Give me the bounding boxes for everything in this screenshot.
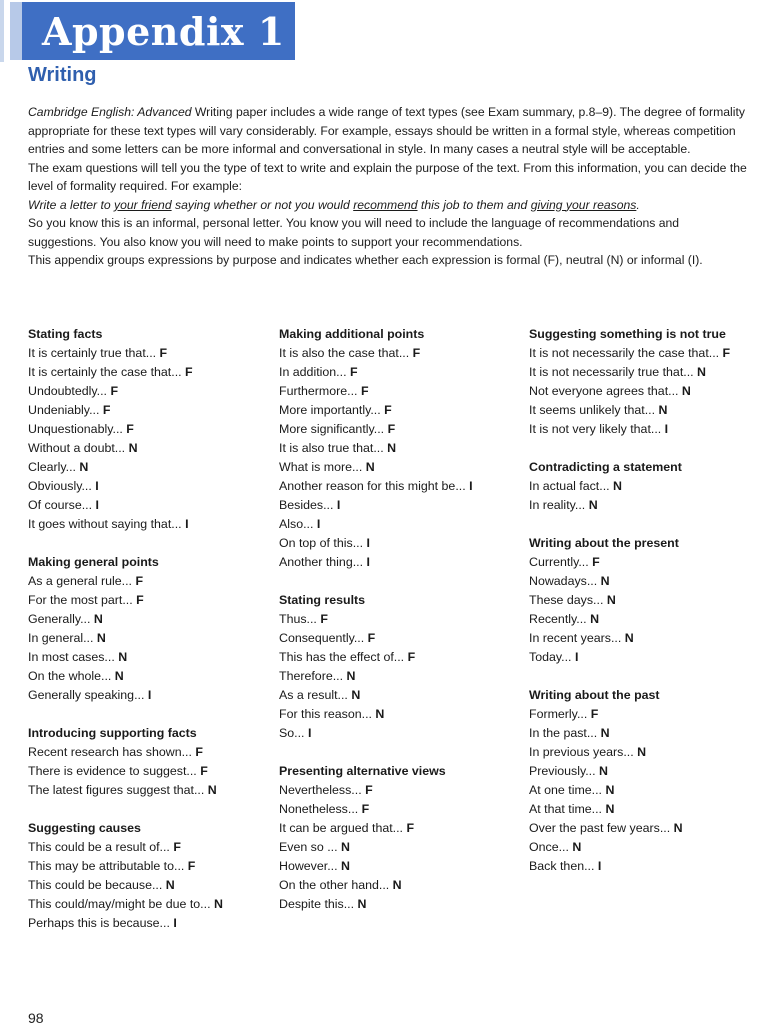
group-title: Making additional points [279,327,425,341]
group-title: Introducing supporting facts [28,726,197,740]
formality-tag: F [136,593,144,607]
formality-tag: N [658,403,668,417]
intro-paragraph-5: This appendix groups expressions by purpose and indicates whether each expression is formal (F), neutral (N) or informal (I). [28,253,703,267]
expression-item [279,458,519,477]
expression-item [279,648,519,667]
expression-text: Even so ... [279,840,338,854]
formality-tag: F [110,384,119,398]
expression-item [279,382,519,401]
formality-tag: N [351,688,361,702]
expression-text: It is not necessarily true that... [529,365,694,379]
column-2 [279,325,519,933]
appendix-header-band [10,2,295,60]
formality-tag: F [365,783,373,797]
expression-group [529,686,767,876]
expression-item [279,401,519,420]
formality-tag: N [375,707,385,721]
expression-item [28,439,268,458]
expression-item [279,667,519,686]
expression-text: What is more... [279,460,363,474]
formality-tag: N [572,840,582,854]
formality-tag: N [613,479,622,493]
expression-text: In reality... [529,498,586,512]
expression-text: Nowadays... [529,574,598,588]
expression-item [279,420,519,439]
expression-text: On the whole... [28,669,112,683]
expression-text: For this reason... [279,707,372,721]
group-title: Writing about the past [529,688,660,702]
expression-text: Furthermore... [279,384,358,398]
expression-text: So... [279,726,305,740]
formality-tag: N [213,897,223,911]
expression-item [529,363,767,382]
expression-text: Another thing... [279,555,364,569]
expression-item [279,553,519,572]
expression-text: It is not very likely that... [529,422,662,436]
expression-text: In addition... [279,365,347,379]
formality-tag: I [469,479,473,493]
intro-paragraph-1-text: Writing paper includes a wide range of text types (see Exam summary, p.8–9). The degree of formality appropriate for these text types will vary considerably. For example, essays should be written in a formal style, whereas competition entries and some letters can be more informal and conversational in style. In many cases a neutral style will be acceptable. [28,105,745,156]
expression-item [529,382,767,401]
expression-item [28,876,268,895]
formality-tag: F [173,840,181,854]
column-3 [529,325,767,895]
expression-text: There is evidence to suggest... [28,764,197,778]
expression-item [28,401,268,420]
expression-group [529,458,767,515]
example-question [28,196,748,215]
expression-text: This could be a result of... [28,840,170,854]
group-title: Contradicting a statement [529,460,682,474]
formality-tag: F [387,422,396,436]
expression-item [28,629,268,648]
formality-tag: N [93,612,103,626]
expression-group [529,534,767,667]
expression-item [28,648,268,667]
expression-text: Recently... [529,612,587,626]
expression-text: Nevertheless... [279,783,362,797]
expression-text: It is also true that... [279,441,384,455]
formality-tag: N [588,498,598,512]
expression-item [279,496,519,515]
formality-tag: I [147,688,152,702]
expression-group [529,325,767,439]
formality-tag: N [341,840,350,854]
expression-text: Recent research has shown... [28,745,192,759]
formality-tag: N [357,897,367,911]
expression-item [28,895,268,914]
expression-text: Obviously... [28,479,92,493]
expression-text: This has the effect of... [279,650,405,664]
formality-tag: N [128,441,138,455]
expression-text: Therefore... [279,669,344,683]
formality-tag: N [605,783,615,797]
formality-tag: N [165,878,175,892]
expression-item [28,762,268,781]
expression-item [279,838,519,857]
formality-tag: N [606,593,616,607]
intro-paragraph-4: So you know this is an informal, personal letter. You know you will need to include the language of recommendations and suggestions. You also know you will need to make points to support your recommendations. [28,216,680,249]
expression-item [529,477,767,496]
expression-text: Of course... [28,498,93,512]
formality-tag: I [95,479,99,493]
formality-tag: F [126,422,134,436]
expression-text: It seems unlikely that... [529,403,656,417]
expression-item [529,591,767,610]
expression-item [279,876,519,895]
formality-tag: N [624,631,634,645]
expression-item [279,686,519,705]
expression-text: Formerly... [529,707,588,721]
expression-text: More significantly... [279,422,385,436]
formality-tag: F [412,346,421,360]
expression-text: For the most part... [28,593,133,607]
group-title: Writing about the present [529,536,679,550]
column-1 [28,325,268,952]
intro-paragraph-1 [28,103,748,159]
formality-tag: F [361,802,370,816]
expression-item [28,743,268,762]
expression-text: In most cases... [28,650,115,664]
expression-item [28,857,268,876]
formality-tag: F [187,859,196,873]
expression-text: Currently... [529,555,589,569]
expression-item [279,724,519,743]
expression-text: In recent years... [529,631,622,645]
expression-text: Clearly... [28,460,76,474]
formality-tag: N [392,878,402,892]
expression-item [529,705,767,724]
expression-text: In the past... [529,726,598,740]
formality-tag: F [195,745,203,759]
expression-text: Unquestionably... [28,422,123,436]
expression-item [279,439,519,458]
formality-tag: N [207,783,217,797]
expression-text: Not everyone agrees that... [529,384,679,398]
formality-tag: I [185,517,189,531]
formality-tag: I [316,517,321,531]
expression-item [279,534,519,553]
formality-tag: N [118,650,128,664]
expression-item [529,800,767,819]
formality-tag: I [366,536,370,550]
formality-tag: I [597,859,602,873]
formality-tag: N [673,821,683,835]
expression-text: Undeniably... [28,403,100,417]
expression-text: Nonetheless... [279,802,359,816]
expression-group [28,724,268,800]
formality-tag: N [681,384,691,398]
formality-tag: F [200,764,208,778]
expression-text: More importantly... [279,403,381,417]
expression-item [279,629,519,648]
expression-item [529,344,767,363]
expression-item [28,420,268,439]
expression-text: Back then... [529,859,595,873]
expression-text: It can be argued that... [279,821,403,835]
expression-item [28,363,268,382]
group-title: Suggesting causes [28,821,141,835]
expression-item [28,781,268,800]
expression-item [529,838,767,857]
expression-text: These days... [529,593,604,607]
expression-item [279,477,519,496]
expression-text: This could be because... [28,878,163,892]
expression-group [279,325,519,572]
formality-tag: F [159,346,168,360]
formality-tag: F [406,821,415,835]
expression-item [28,838,268,857]
expression-item [28,914,268,933]
expression-item [279,781,519,800]
section-title: Writing [28,64,97,86]
expression-item [28,591,268,610]
expression-text: Besides... [279,498,334,512]
formality-tag: F [407,650,416,664]
formality-tag: F [722,346,731,360]
expression-item [529,553,767,572]
expression-text: However... [279,859,338,873]
expression-item [529,648,767,667]
expression-item [529,496,767,515]
expression-item [529,401,767,420]
expression-text: As a result... [279,688,348,702]
expression-text: It is also the case that... [279,346,410,360]
expression-item [529,572,767,591]
expression-item [279,363,519,382]
expression-text: In general... [28,631,94,645]
expression-text: At one time... [529,783,603,797]
expression-group [28,819,268,933]
expression-item [529,762,767,781]
expression-item [529,724,767,743]
expression-group [279,762,519,914]
intro-paragraph-2: The exam questions will tell you the type of text to write and explain the purpose of the text. From this information, you can decide the level of formality required. For example: [28,160,747,193]
expression-text: Perhaps this is because... [28,916,170,930]
expression-group [28,553,268,705]
formality-tag: N [590,612,600,626]
expression-text: This could/may/might be due to... [28,897,211,911]
group-title: Stating facts [28,327,103,341]
formality-tag: I [95,498,99,512]
formality-tag: N [114,669,124,683]
expression-text: In actual fact... [529,479,610,493]
formality-tag: F [102,403,111,417]
group-title: Presenting alternative views [279,764,446,778]
expression-text: Today... [529,650,572,664]
formality-tag: N [96,631,106,645]
formality-tag: I [664,422,669,436]
expression-item [279,515,519,534]
expression-text: Undoubtedly... [28,384,107,398]
formality-tag: I [366,555,370,569]
group-title: Stating results [279,593,366,607]
formality-tag: N [697,365,706,379]
expression-text: It is certainly the case that... [28,365,182,379]
expression-item [279,819,519,838]
expression-group [28,325,268,534]
expression-item [28,515,268,534]
expression-text: Generally... [28,612,91,626]
formality-tag: N [346,669,356,683]
expression-item [529,610,767,629]
expression-item [28,477,268,496]
expression-text: On the other hand... [279,878,390,892]
group-title: Making general points [28,555,159,569]
expression-text: Thus... [279,612,317,626]
formality-tag: N [365,460,375,474]
expression-item [529,743,767,762]
expression-item [279,857,519,876]
expression-item [279,895,519,914]
formality-tag: N [387,441,397,455]
formality-tag: I [173,916,177,930]
expression-item [28,610,268,629]
expression-item [529,629,767,648]
expression-item [529,781,767,800]
formality-tag: I [307,726,312,740]
page-edge-strip [0,0,4,62]
expression-item [279,344,519,363]
expression-text: Once... [529,840,569,854]
formality-tag: N [79,460,89,474]
formality-tag: N [600,726,610,740]
header-stripe [10,2,22,60]
expression-item [529,420,767,439]
formality-tag: N [341,859,350,873]
expression-item [28,686,268,705]
expression-text: Consequently... [279,631,365,645]
expression-text: It is certainly true that... [28,346,157,360]
formality-tag: F [367,631,376,645]
formality-tag: F [320,612,328,626]
expression-group [279,591,519,743]
exam-name: Cambridge English: Advanced [28,105,192,119]
expression-text: It is not necessarily the case that... [529,346,720,360]
expression-text: Despite this... [279,897,355,911]
expression-item [529,819,767,838]
expression-text: As a general rule... [28,574,133,588]
expression-item [279,800,519,819]
expression-text: Also... [279,517,314,531]
formality-tag: F [185,365,193,379]
expression-item [28,458,268,477]
formality-tag: F [592,555,600,569]
expression-text: The latest figures suggest that... [28,783,205,797]
expression-text: Another reason for this might be... [279,479,466,493]
appendix-title: Appendix 1 [42,9,285,54]
expression-text: Previously... [529,764,596,778]
expression-text: Generally speaking... [28,688,145,702]
expression-item [279,610,519,629]
formality-tag: F [384,403,392,417]
formality-tag: F [135,574,144,588]
expression-item [279,705,519,724]
expression-item [28,382,268,401]
formality-tag: N [605,802,615,816]
expression-item [28,496,268,515]
expression-text: At that time... [529,802,602,816]
formality-tag: F [590,707,599,721]
expression-text: Without a doubt... [28,441,126,455]
expression-item [28,344,268,363]
formality-tag: F [360,384,369,398]
expression-item [28,667,268,686]
expression-text: Over the past few years... [529,821,671,835]
example-question-text: Write a letter to your friend saying whether or not you would recommend this job to them and giving your reasons. [28,197,640,212]
formality-tag: I [336,498,341,512]
formality-tag: N [600,574,610,588]
intro-text [28,103,748,270]
formality-tag: F [349,365,358,379]
expression-item [28,572,268,591]
expression-text: On top of this... [279,536,364,550]
formality-tag: N [599,764,608,778]
expression-text: In previous years... [529,745,634,759]
expression-item [529,857,767,876]
group-title: Suggesting something is not true [529,327,726,341]
expression-text: It goes without saying that... [28,517,182,531]
page-number: 98 [28,1010,44,1026]
formality-tag: N [637,745,647,759]
formality-tag: I [574,650,579,664]
expression-text: This may be attributable to... [28,859,185,873]
